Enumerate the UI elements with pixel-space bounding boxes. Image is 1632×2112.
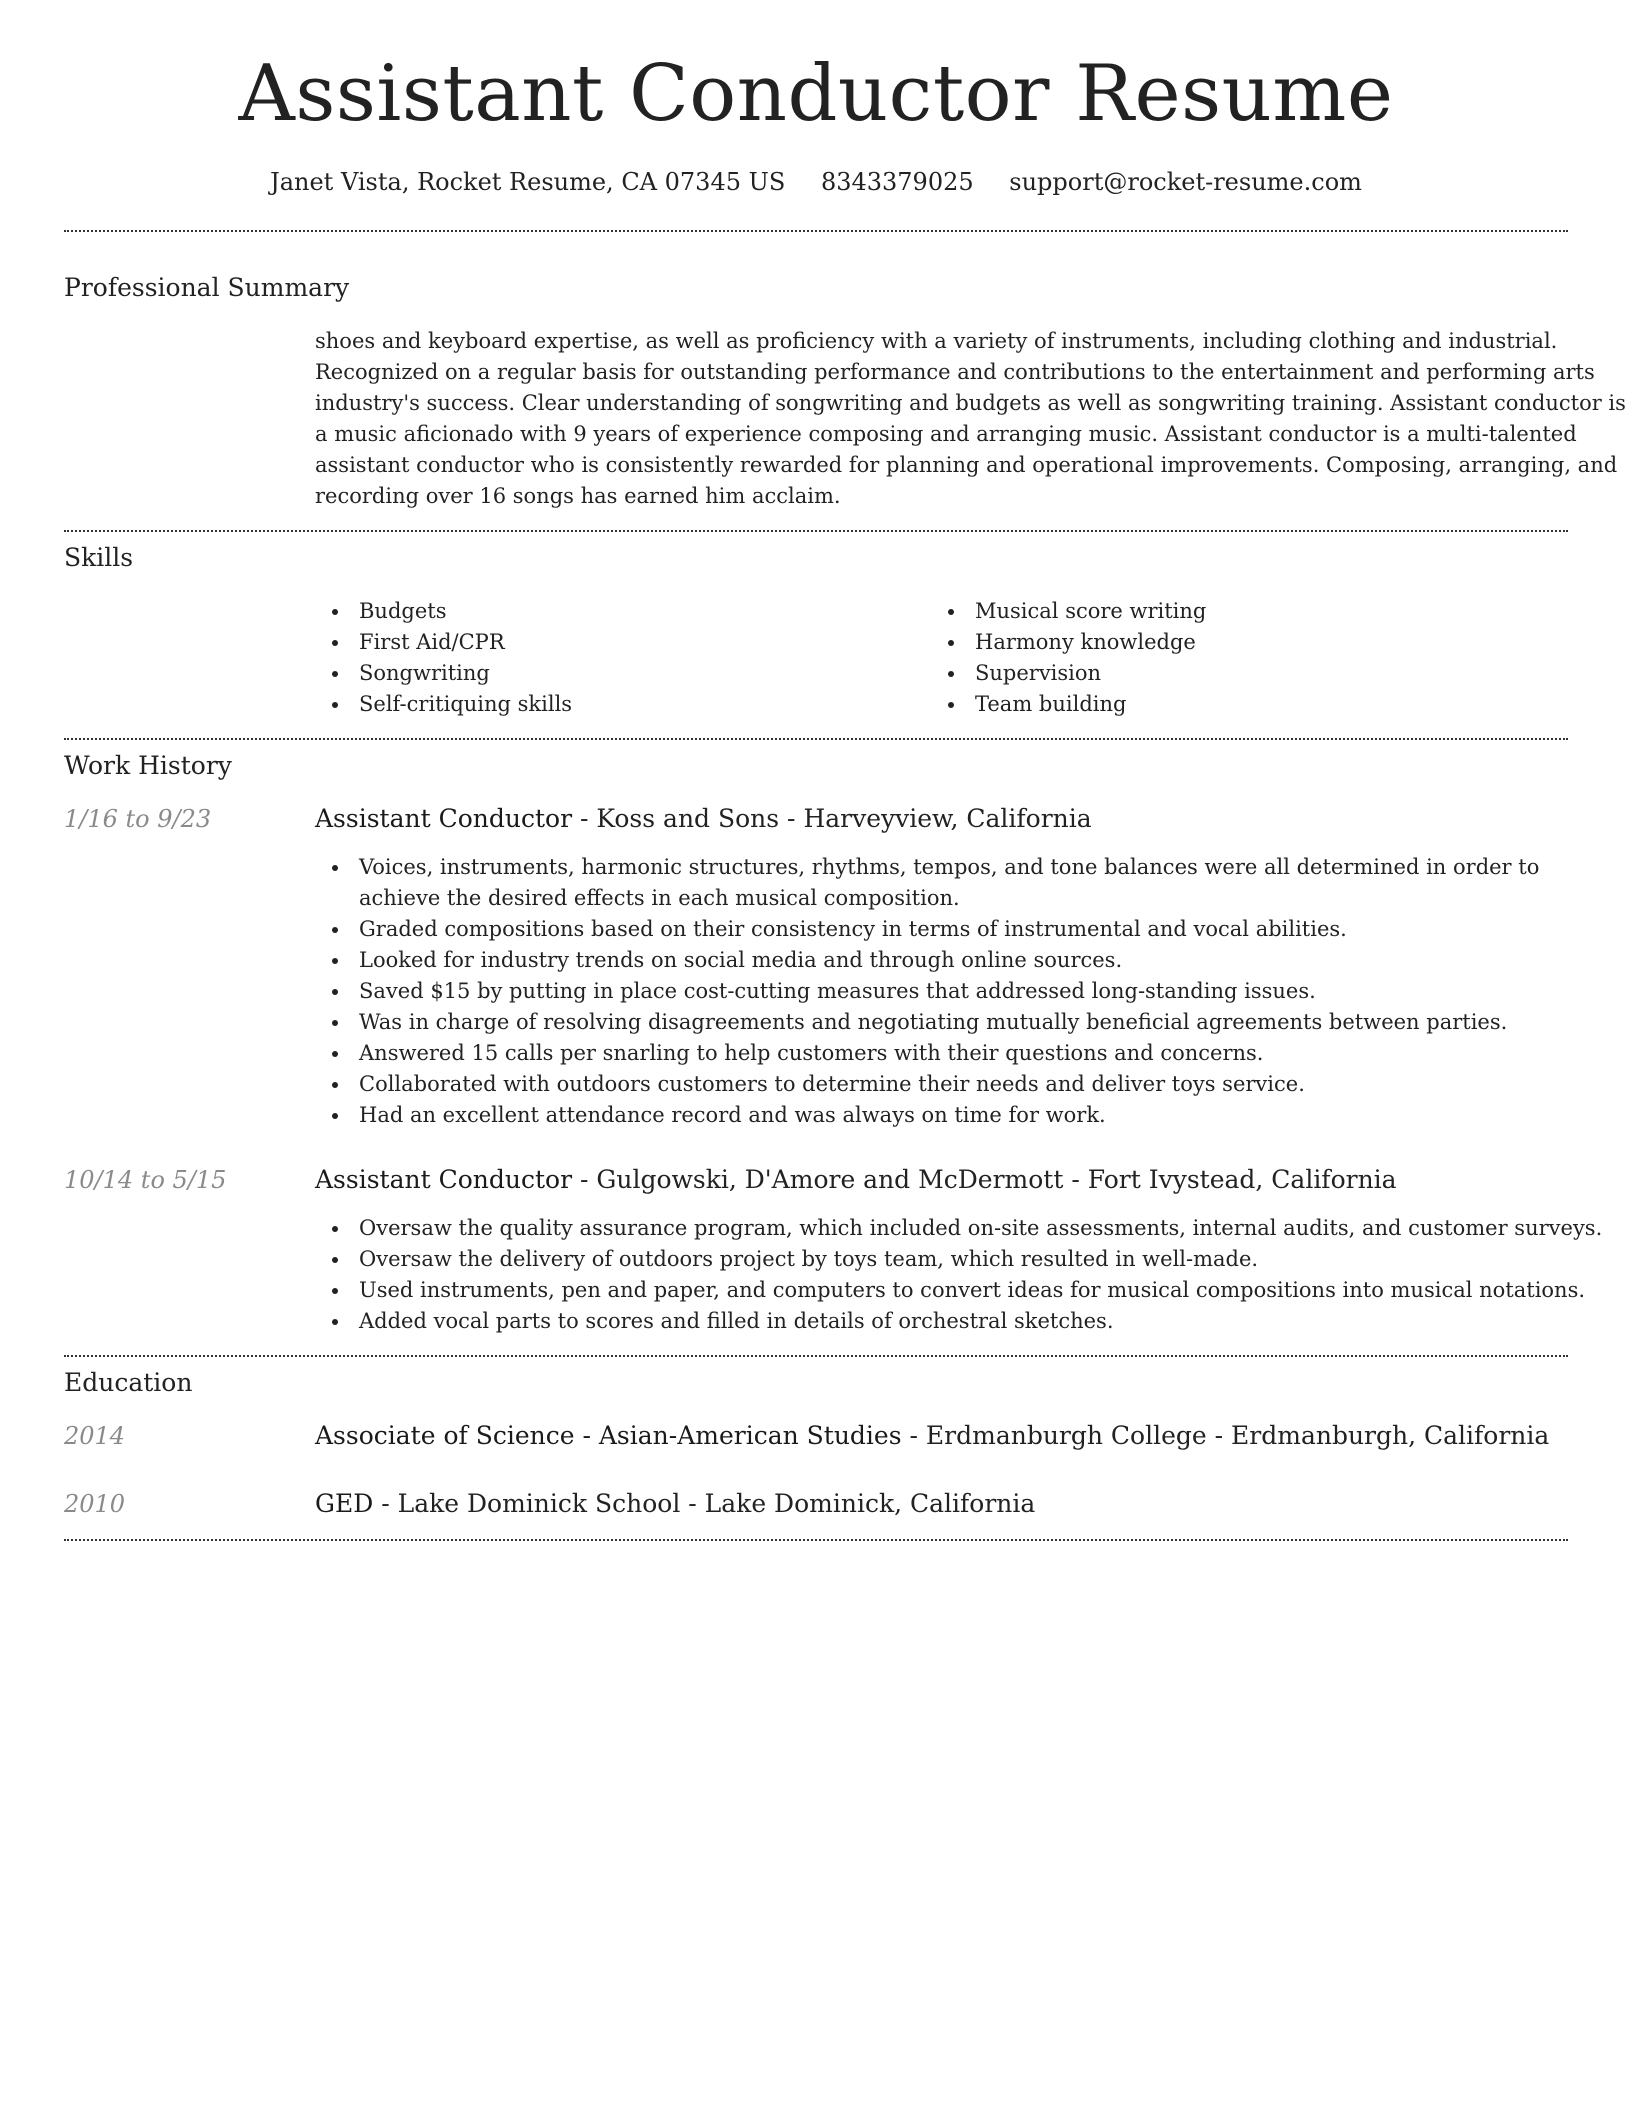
job-employer: - Gulgowski, D'Amore and McDermott - Fort Ivystead, California bbox=[572, 1164, 1397, 1194]
skill-item: Musical score writing bbox=[931, 596, 1547, 627]
job-entry bbox=[64, 804, 1568, 1131]
section-divider bbox=[64, 1539, 1568, 1541]
summary-section bbox=[64, 232, 1626, 512]
skill-item: Team building bbox=[931, 689, 1547, 720]
job-dates: 10/14 to 5/15 bbox=[64, 1165, 227, 1194]
job-dates: 1/16 to 9/23 bbox=[64, 804, 212, 833]
job-entry bbox=[64, 1164, 1603, 1337]
job-bullet: Collaborated with outdoors customers to determine their needs and deliver toys service. bbox=[315, 1069, 1627, 1100]
job-bullet: Answered 15 calls per snarling to help customers with their questions and concerns. bbox=[315, 1038, 1627, 1069]
job-bullet: Saved $15 by putting in place cost-cutting measures that addressed long-standing issues. bbox=[315, 976, 1627, 1007]
education-degree: Associate of Science - Asian-American Studies bbox=[315, 1420, 902, 1450]
education-degree: GED bbox=[315, 1488, 374, 1518]
education-section bbox=[64, 1357, 1568, 1519]
job-bullet: Voices, instruments, harmonic structures, rhythms, tempos, and tone balances were all determined in order to achieve the desired effects in each musical composition. bbox=[315, 852, 1627, 914]
skill-item: First Aid/CPR bbox=[315, 627, 931, 658]
education-entry bbox=[64, 1421, 1568, 1451]
skills-section bbox=[64, 532, 1568, 720]
job-bullet: Was in charge of resolving disagreements and negotiating mutually beneficial agreements between parties. bbox=[315, 1007, 1627, 1038]
job-bullet: Added vocal parts to scores and filled in details of orchestral sketches. bbox=[315, 1306, 1627, 1337]
skill-item: Songwriting bbox=[315, 658, 931, 689]
contact-phone: 8343379025 bbox=[820, 167, 974, 196]
education-school: - Erdmanburgh College - Erdmanburgh, California bbox=[901, 1420, 1550, 1450]
skills-list-right bbox=[931, 596, 1547, 720]
education-year: 2014 bbox=[64, 1421, 126, 1450]
job-bullets bbox=[315, 852, 1627, 1131]
job-header bbox=[64, 804, 1568, 834]
job-title-line bbox=[315, 804, 1092, 834]
contact-address: Janet Vista, Rocket Resume, CA 07345 US bbox=[270, 167, 786, 196]
education-year: 2010 bbox=[64, 1489, 126, 1518]
contact-email: support@rocket-resume.com bbox=[1009, 167, 1362, 196]
summary-heading: Professional Summary bbox=[64, 272, 350, 302]
summary-text: shoes and keyboard expertise, as well as proficiency with a variety of instruments, including clothing and industrial. Recognized on a regular basis for outstanding performance and contributions to the entertainment and performing arts industry's success. Clear understanding of songwriting and budgets as well as songwriting training. Assistant conductor is a music aficionado with 9 years of experience composing and arranging music. Assistant conductor is a multi-talented assistant conductor who is consistently rewarded for planning and operational improvements. Composing, arranging, and recording over 16 songs has earned him acclaim. bbox=[315, 328, 1626, 508]
skill-item: Budgets bbox=[315, 596, 931, 627]
job-bullet: Used instruments, pen and paper, and computers to convert ideas for musical compositions into musical notations. bbox=[315, 1275, 1627, 1306]
job-bullet: Looked for industry trends on social media and through online sources. bbox=[315, 945, 1627, 976]
education-entry bbox=[64, 1489, 1568, 1519]
skills-list-left bbox=[315, 596, 931, 720]
job-header bbox=[64, 1165, 1568, 1195]
resume-header bbox=[64, 0, 1568, 197]
job-title-line bbox=[315, 1165, 1397, 1195]
skill-item: Harmony knowledge bbox=[931, 627, 1547, 658]
job-employer: - Koss and Sons - Harveyview, California bbox=[572, 803, 1092, 833]
education-heading: Education bbox=[64, 1367, 193, 1397]
skill-item: Supervision bbox=[931, 658, 1547, 689]
job-bullet: Had an excellent attendance record and was always on time for work. bbox=[315, 1100, 1627, 1131]
job-role: Assistant Conductor bbox=[315, 803, 573, 833]
skills-grid bbox=[315, 596, 1568, 720]
work-history-section bbox=[64, 740, 1603, 1337]
education-line bbox=[315, 1421, 1549, 1451]
job-bullet: Graded compositions based on their consistency in terms of instrumental and vocal abilities. bbox=[315, 914, 1627, 945]
skill-item: Self-critiquing skills bbox=[315, 689, 931, 720]
job-role: Assistant Conductor bbox=[315, 1164, 573, 1194]
job-bullet: Oversaw the quality assurance program, which included on-site assessments, internal audits, and customer surveys. bbox=[315, 1213, 1627, 1244]
education-school: - Lake Dominick School - Lake Dominick, California bbox=[373, 1488, 1036, 1518]
job-bullets bbox=[315, 1213, 1627, 1337]
job-bullet: Oversaw the delivery of outdoors project by toys team, which resulted in well-made. bbox=[315, 1244, 1627, 1275]
contact-line bbox=[64, 168, 1568, 197]
skills-heading: Skills bbox=[64, 542, 134, 572]
education-line bbox=[315, 1489, 1035, 1519]
document-title: Assistant Conductor Resume bbox=[238, 49, 1394, 139]
work-history-heading: Work History bbox=[64, 750, 232, 780]
